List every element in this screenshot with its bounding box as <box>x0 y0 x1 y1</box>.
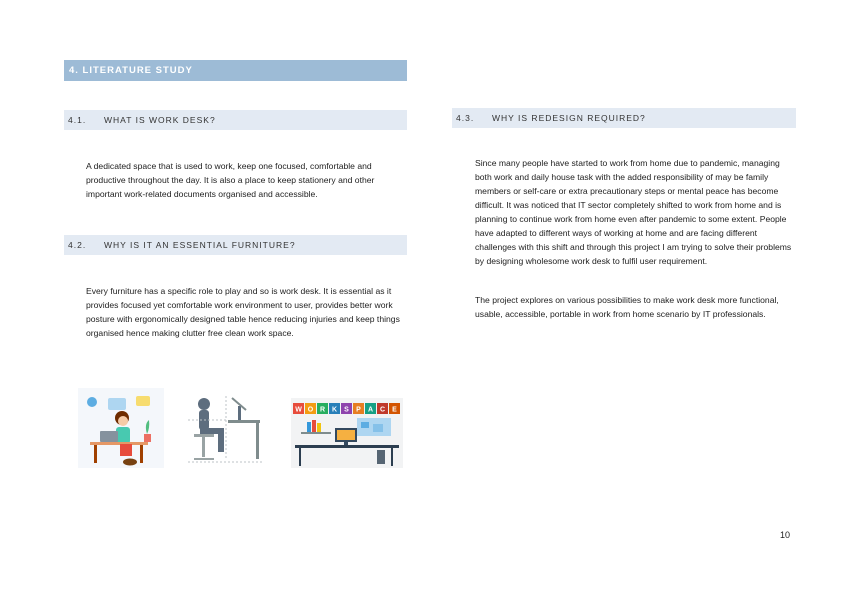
section-4-2-heading <box>64 235 407 255</box>
svg-text:W: W <box>295 406 302 414</box>
section-title: WHY IS REDESIGN REQUIRED? <box>492 113 646 123</box>
chapter-heading: 4. LITERATURE STUDY <box>64 60 407 81</box>
workspace-desk-illustration <box>291 398 403 468</box>
woman-at-desk-illustration <box>78 388 164 468</box>
section-4-3-paragraph-2: The project explores on various possibilities to make work desk more functional, usable, accessible, portable in work from home scenario by IT professionals. <box>475 295 779 319</box>
svg-text:A: A <box>367 406 374 414</box>
svg-text:P: P <box>356 406 361 414</box>
section-title: WHAT IS WORK DESK? <box>104 115 216 125</box>
section-4-1-paragraph: A dedicated space that is used to work, keep one focused, comfortable and productive throughout the day. It is also a place to keep stationery and other important work-related documents organised and accessible. <box>86 161 375 199</box>
section-4-3-paragraph-1: Since many people have started to work from home due to pandemic, managing both work and daily house task with the added responsibility of may be family members or self-care or extra precautionary steps or mental peace has become difficult. It was noticed that IT sector completely shifted to work from home and is planning to continue work from home even after pandemic to some extent. People have adapted to different ways of working at home and are facing different challenges with this shift and through this project I am trying to solve their problems by designing wholesome work desk to fulfil user requirement. <box>475 158 792 266</box>
section-number: 4.3. <box>456 113 475 123</box>
svg-text:C: C <box>379 406 386 414</box>
ergonomic-posture-diagram <box>186 394 266 466</box>
svg-text:O: O <box>307 406 314 414</box>
section-number: 4.1. <box>68 115 87 125</box>
svg-text:S: S <box>344 406 349 414</box>
svg-text:E: E <box>392 406 397 414</box>
section-number: 4.2. <box>68 240 87 250</box>
section-4-2-paragraph: Every furniture has a specific role to play and so is work desk. It is essential as it provides focused yet comfortable work environment to user, provides better work posture with ergonomically designed table hence reducing injuries and keep things organised hence making clutter free clean work space. <box>86 286 400 338</box>
section-4-1-heading <box>64 110 407 130</box>
section-4-3-heading <box>452 108 796 128</box>
workspace-sign <box>293 403 400 414</box>
svg-text:R: R <box>319 406 326 414</box>
svg-text:K: K <box>331 406 338 414</box>
section-title: WHY IS IT AN ESSENTIAL FURNITURE? <box>104 240 296 250</box>
page-number: 10 <box>780 530 791 540</box>
